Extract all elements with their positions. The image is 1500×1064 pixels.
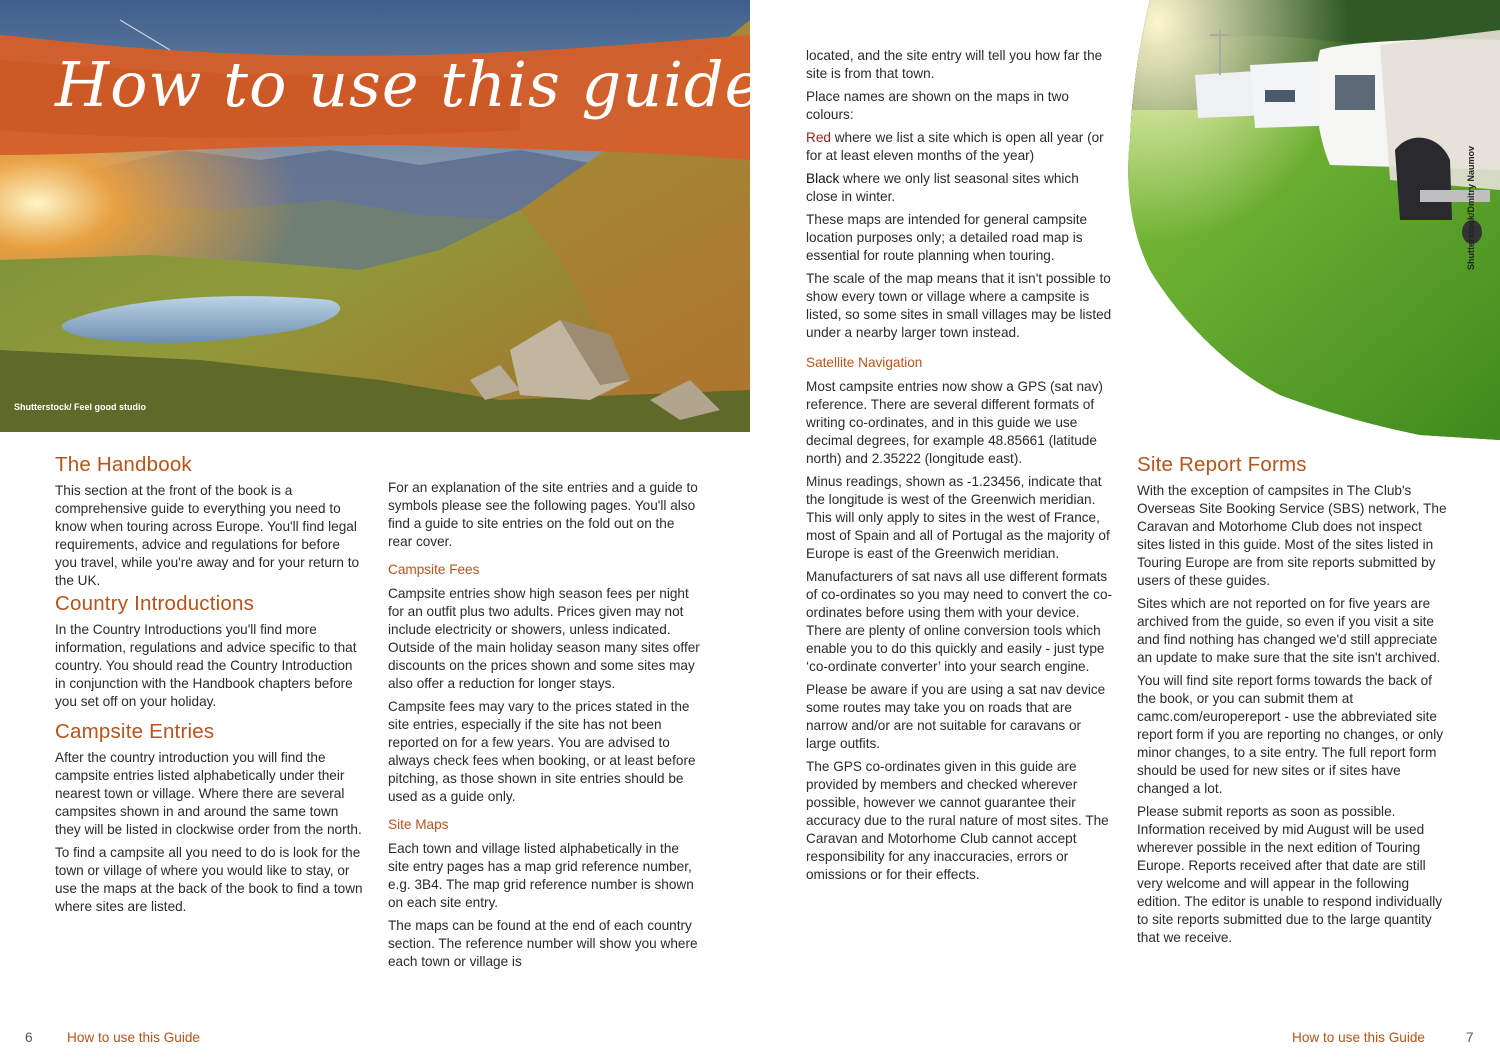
page-number-right: 7 <box>1466 1030 1474 1045</box>
map-scale-paragraph: The scale of the map means that it isn't possible to show every town or village where a campsite is listed, so some sites in small villages may be listed under a nearby larger town instead. <box>806 271 1112 340</box>
red-label: Red <box>806 130 831 145</box>
heading-campsite-entries: Campsite Entries <box>55 720 215 743</box>
maps-paragraph-2: The maps can be found at the end of each country section. The reference number will show you where each town or village is <box>388 918 698 969</box>
maps-paragraph-continued: located, and the site entry will tell you how far the site is from that town. <box>806 48 1103 81</box>
report-paragraph-1: With the exception of campsites in The Club's Overseas Site Booking Service (SBS) network, The Caravan and Motorhome Club does not inspect sites listed in this guide. Most of the sites listed in Touring Europe are from site reports submitted by users of these guides. <box>1137 483 1447 588</box>
maps-purpose-paragraph: These maps are intended for general campsite location purposes only; a detailed road map is essential for route planning when touring. <box>806 212 1088 263</box>
country-intro-paragraph: In the Country Introductions you'll find more information, regulations and advice specific to that country. You should read the Country Introduction in conjunction with the Handbook chapters before you set off on your holiday. <box>55 622 357 709</box>
satnav-paragraph-1: Most campsite entries now show a GPS (sat nav) reference. There are several different formats of writing co-ordinates, and in this guide we use decimal degrees, for example 48.85661 (latitude north) and 2.35222 (longitude east). <box>806 379 1103 466</box>
photo-credit-left: Shutterstock/ Feel good studio <box>14 402 147 412</box>
report-paragraph-4: Please submit reports as soon as possible. Information received by mid August will be used wherever possible in the next edition of Touring Europe. Reports received after that date are still very welcome and will appear in the following edition. The editor is unable to respond individually to site reports submitted due to the large quantity that we receive. <box>1137 804 1443 945</box>
fees-paragraph-1: Campsite entries show high season fees per night for an outfit plus two adults. Prices given may not include electricity or showers, unless indicated. Outside of the main holiday season many sites offer discounts on the prices shown and some sites may also offer a reduction for longer stays. <box>388 586 700 691</box>
heading-site-report-forms: Site Report Forms <box>1137 453 1307 476</box>
report-paragraph-3: You will find site report forms towards the back of the book, or you can submit them at camc.com/europereport - use the abbreviated site report form if you are reporting no changes, or only minor changes, to a site entry. The full report form should be used for new sites or if sites have changed a lot. <box>1137 673 1444 796</box>
caravans-on-grass-image <box>1120 0 1500 440</box>
satnav-paragraph-2: Minus readings, shown as -1.23456, indicate that the longitude is west of the Greenwich meridian. This will only apply to sites in the west of France, most of Spain and all of Portugal as the majority of Europe is east of the Greenwich meridian. <box>806 474 1110 561</box>
maps-paragraph-1: Each town and village listed alphabetically in the site entry pages has a map grid reference number, e.g. 3B4. The map grid reference number is shown on each site entry. <box>388 841 694 910</box>
black-label: Black <box>806 171 840 186</box>
satnav-paragraph-5: The GPS co-ordinates given in this guide are provided by members and checked wherever possible, however we cannot guarantee their accuracy due to the rural nature of most sites. The Caravan and Motorhome Club cannot accept responsibility for any inaccuracies, errors or omissions or for their effects. <box>806 759 1109 882</box>
footer-title-right: How to use this Guide <box>1292 1030 1425 1045</box>
black-legend <box>806 170 1114 206</box>
red-description: where we list a site which is open all year (or for at least eleven months of the year) <box>806 130 1104 163</box>
caravan-photo <box>1120 0 1500 440</box>
entries-paragraph-1: After the country introduction you will find the campsite entries listed alphabetically under their nearest town or village. Where there are several campsites shown in and around the same town they will be listed in clockwise order from the north. <box>55 750 362 837</box>
heading-campsite-fees: Campsite Fees <box>388 562 480 577</box>
report-paragraph-2: Sites which are not reported on for five years are archived from the guide, so even if you visit a site and find nothing has changed we'd still appreciate an update to make sure that the site isn't archived. <box>1137 596 1441 665</box>
heading-site-maps: Site Maps <box>388 817 449 832</box>
entries-paragraph-2: To find a campsite all you need to do is look for the town or village of where you would like to stay, or use the maps at the back of the book to find a town where sites are listed. <box>55 845 363 914</box>
page-title: How to use this guide <box>55 48 763 121</box>
handbook-paragraph: This section at the front of the book is a comprehensive guide to everything you need to know when touring across Europe. You'll find legal requirements, advice and regulations for before you travel, while you're away and for your return to the UK. <box>55 483 360 588</box>
heading-the-handbook: The Handbook <box>55 453 192 476</box>
column-4 <box>1137 453 1449 952</box>
column-3 <box>806 47 1114 889</box>
page-number-left: 6 <box>25 1030 33 1045</box>
column-1 <box>55 453 363 921</box>
heading-satellite-navigation: Satellite Navigation <box>806 355 923 370</box>
satnav-paragraph-4: Please be aware if you are using a sat nav device some routes may take you on roads that are narrow and/or are not suitable for caravans or large outfits. <box>806 682 1106 751</box>
footer-title-left: How to use this Guide <box>67 1030 200 1045</box>
heading-country-introductions: Country Introductions <box>55 592 255 615</box>
place-names-colours: Place names are shown on the maps in two colours: <box>806 89 1069 122</box>
black-description: where we only list seasonal sites which close in winter. <box>806 171 1079 204</box>
fees-paragraph-2: Campsite fees may vary to the prices stated in the site entries, especially if the site has not been reported on for a few years. You are advised to always check fees when booking, or at least before pitching, as those shown in site entries should be used as a guide only. <box>388 699 696 804</box>
column-2 <box>388 479 700 976</box>
photo-credit-right: Shutterstock/Dmitry Naumov <box>1466 145 1476 270</box>
site-entries-explanation: For an explanation of the site entries and a guide to symbols please see the following pages. You'll also find a guide to site entries on the fold out on the rear cover. <box>388 480 698 549</box>
satnav-paragraph-3: Manufacturers of sat navs all use different formats of co-ordinates so you may need to convert the co-ordinates before using them with your device. There are plenty of online conversion tools which enable you to do this quickly and easily - just type ‘co-ordinate converter’ into your search engine. <box>806 569 1113 674</box>
red-legend <box>806 129 1114 165</box>
